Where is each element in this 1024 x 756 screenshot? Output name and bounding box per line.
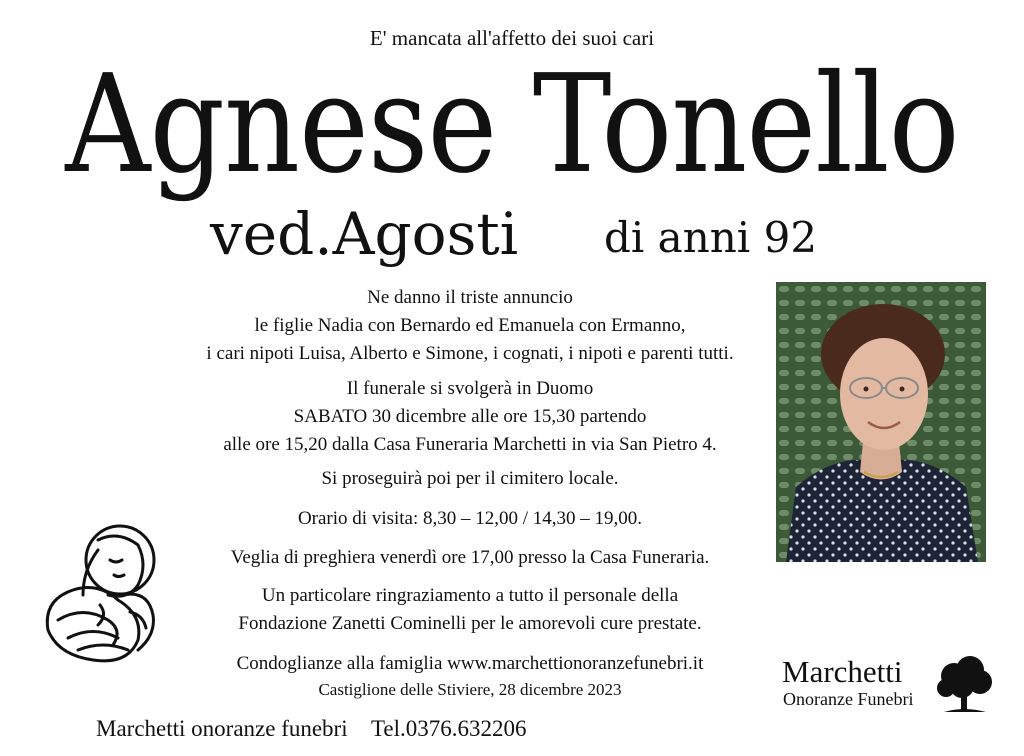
visiting-hours: Orario di visita: 8,30 – 12,00 / 14,30 – 19,00. bbox=[297, 508, 643, 529]
age: di anni 92 bbox=[604, 213, 818, 262]
widow-of: ved.Agosti bbox=[210, 200, 519, 268]
funeral-line: SABATO 30 dicembre alle ore 15,30 partendo bbox=[293, 406, 647, 427]
announcement-block bbox=[150, 284, 790, 368]
thanks-block bbox=[150, 582, 790, 638]
funeral-line: alle ore 15,20 dalla Casa Funeraria Marchetti in via San Pietro 4. bbox=[223, 434, 717, 455]
footer-company: Marchetti onoranze funebri bbox=[96, 716, 348, 741]
footer-contact bbox=[96, 716, 545, 742]
brand-logo bbox=[782, 656, 1002, 716]
tree-icon bbox=[934, 656, 994, 716]
footer-phone: Tel.0376.632206 bbox=[370, 716, 527, 741]
thanks-line: Un particolare ringraziamento a tutto il personale della bbox=[261, 585, 679, 606]
thanks-line: Fondazione Zanetti Cominelli per le amorevoli cure prestate. bbox=[238, 613, 702, 634]
brand-subtitle: Onoranze Funebri bbox=[783, 689, 914, 709]
funeral-line: Il funerale si svolgerà in Duomo bbox=[346, 378, 594, 399]
announcement-line: Ne danno il triste annuncio bbox=[367, 287, 573, 308]
funeral-block bbox=[150, 375, 790, 459]
madonna-emblem bbox=[38, 520, 166, 670]
brand-name: Marchetti bbox=[782, 654, 903, 689]
announcement-line: i cari nipoti Luisa, Alberto e Simone, i cognati, i nipoti e parenti tutti. bbox=[206, 343, 734, 364]
place-date: Castiglione delle Stiviere, 28 dicembre 2023 bbox=[318, 680, 622, 699]
madonna-illustration bbox=[38, 520, 166, 670]
deceased-name: Agnese Tonello bbox=[65, 44, 959, 204]
intro-text: E' mancata all'affetto dei suoi cari bbox=[369, 26, 655, 50]
condolences-text: Condoglianze alla famiglia www.marchettionoranzefunebri.it bbox=[236, 653, 704, 674]
portrait-illustration bbox=[776, 282, 986, 562]
vigil-text: Veglia di preghiera venerdì ore 17,00 presso la Casa Funeraria. bbox=[230, 547, 710, 568]
cemetery-text: Si proseguirà poi per il cimitero locale. bbox=[321, 468, 619, 489]
announcement-line: le figlie Nadia con Bernardo ed Emanuela con Ermanno, bbox=[254, 315, 686, 336]
portrait-photo bbox=[776, 282, 986, 562]
